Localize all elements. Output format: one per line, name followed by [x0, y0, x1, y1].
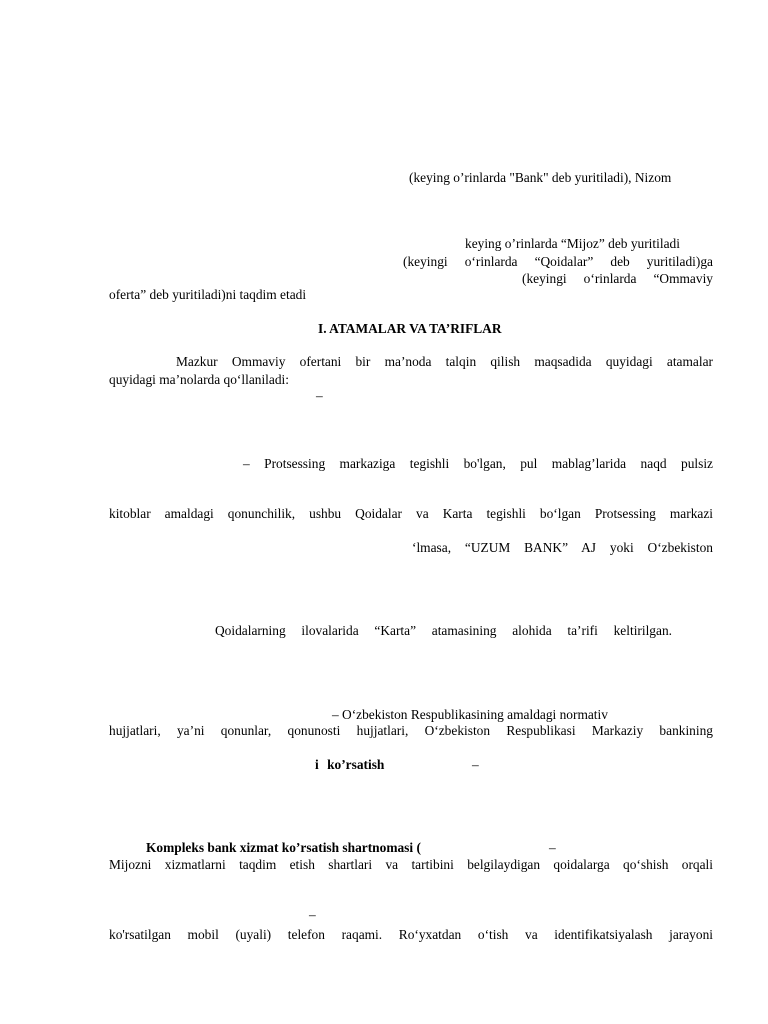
text-line: oferta” deb yuritiladi)ni taqdim etadi — [109, 287, 307, 302]
text-line: quyidagi ma’nolarda qo‘llaniladi: — [109, 372, 289, 387]
text-line: – — [309, 907, 316, 922]
term-label: Kompleks bank xizmat ko’rsatish shartnomasi ( — [146, 840, 421, 855]
text-line: – Protsessing markaziga tegishli bo'lgan, pul mablag’larida naqd pulsiz — [243, 456, 713, 471]
text-line: – — [472, 757, 479, 772]
text-line: (keyingi o‘rinlarda “Ommaviy — [522, 271, 713, 286]
text-line: Mazkur Ommaviy ofertani bir ma’noda talqin qilish maqsadida quyidagi atamalar — [176, 354, 713, 369]
text-line: – — [316, 388, 323, 403]
text-line: (keying o’rinlarda "Bank" deb yuritiladi), Nizom — [409, 170, 672, 185]
text-line: hujjatlari, ya’ni qonunlar, qonunosti hujjatlari, O‘zbekiston Respublikasi Markaziy bankining — [109, 723, 713, 738]
text-line: Mijozni xizmatlarni taqdim etish shartlari va tartibini belgilaydigan qoidalarga qo‘shish orqali — [109, 857, 713, 872]
term-label: i ko’rsatish — [315, 757, 385, 772]
text-line: – O‘zbekiston Respublikasining amaldagi normativ — [332, 707, 608, 722]
text-line: Qoidalarning ilovalarida “Karta” atamasining alohida ta’rifi keltirilgan. — [215, 623, 672, 638]
section-heading: I. ATAMALAR VA TA’RIFLAR — [318, 321, 502, 336]
text-line: kitoblar amaldagi qonunchilik, ushbu Qoidalar va Karta tegishli bo‘lgan Protsessing markazi — [109, 506, 713, 521]
text-line: ko'rsatilgan mobil (uyali) telefon raqami. Ro‘yxatdan o‘tish va identifikatsiyalash jarayoni — [109, 927, 713, 942]
text-line: (keyingi o‘rinlarda “Qoidalar” deb yuritiladi)ga — [403, 254, 713, 269]
text-line: keying o’rinlarda “Mijoz” deb yuritiladi — [465, 236, 680, 251]
text-line: – — [549, 840, 556, 855]
text-line: ‘lmasa, “UZUM BANK” AJ yoki O‘zbekiston — [412, 540, 713, 555]
